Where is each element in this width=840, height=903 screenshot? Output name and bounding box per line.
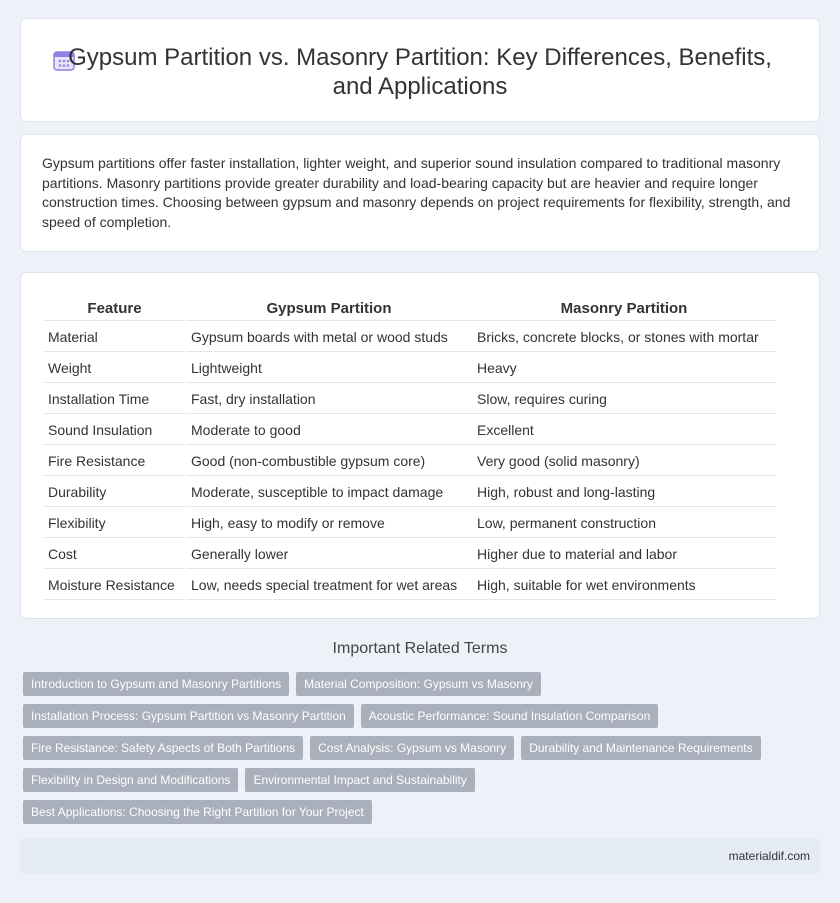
cell-feature: Material xyxy=(44,323,185,352)
related-term-link[interactable]: Acoustic Performance: Sound Insulation Comparison xyxy=(361,704,658,728)
comparison-table xyxy=(42,295,777,602)
cell-feature: Flexibility xyxy=(44,509,185,538)
related-term-link[interactable]: Material Composition: Gypsum vs Masonry xyxy=(296,672,541,696)
related-term-link[interactable]: Durability and Maintenance Requirements xyxy=(521,736,760,760)
cell-feature: Durability xyxy=(44,478,185,507)
cell-gypsum: Good (non-combustible gypsum core) xyxy=(187,447,471,476)
footer xyxy=(20,839,820,873)
cell-feature: Installation Time xyxy=(44,385,185,414)
cell-masonry: Low, permanent construction xyxy=(473,509,775,538)
table-row xyxy=(44,354,775,383)
related-term-link[interactable]: Environmental Impact and Sustainability xyxy=(245,768,474,792)
cell-feature: Sound Insulation xyxy=(44,416,185,445)
tag-row xyxy=(23,736,813,760)
tag-row xyxy=(23,672,813,696)
cell-gypsum: Fast, dry installation xyxy=(187,385,471,414)
cell-masonry: Slow, requires curing xyxy=(473,385,775,414)
cell-gypsum: Low, needs special treatment for wet areas xyxy=(187,571,471,600)
cell-masonry: Heavy xyxy=(473,354,775,383)
cell-gypsum: Generally lower xyxy=(187,540,471,569)
cell-gypsum: High, easy to modify or remove xyxy=(187,509,471,538)
cell-masonry: Bricks, concrete blocks, or stones with mortar xyxy=(473,323,775,352)
intro-card xyxy=(20,134,820,252)
related-term-link[interactable]: Installation Process: Gypsum Partition vs Masonry Partition xyxy=(23,704,354,728)
intro-paragraph: Gypsum partitions offer faster installation, lighter weight, and superior sound insulation compared to traditional masonry partitions. Masonry partitions provide greater durability and load-bearing capacity but are heavier and require longer construction times. Choosing between gypsum and masonry depends on project requirements for flexibility, strength, and speed of completion. xyxy=(42,155,791,230)
title-card xyxy=(20,18,820,122)
cell-masonry: Excellent xyxy=(473,416,775,445)
cell-masonry: Very good (solid masonry) xyxy=(473,447,775,476)
header-gypsum: Gypsum Partition xyxy=(187,297,471,321)
cell-gypsum: Gypsum boards with metal or wood studs xyxy=(187,323,471,352)
related-term-link[interactable]: Best Applications: Choosing the Right Partition for Your Project xyxy=(23,800,372,824)
table-header-row xyxy=(44,297,775,321)
table-row xyxy=(44,447,775,476)
tag-row xyxy=(23,768,813,792)
header-masonry: Masonry Partition xyxy=(473,297,775,321)
related-term-link[interactable]: Introduction to Gypsum and Masonry Partitions xyxy=(23,672,289,696)
cell-gypsum: Lightweight xyxy=(187,354,471,383)
cell-feature: Fire Resistance xyxy=(44,447,185,476)
table-row xyxy=(44,323,775,352)
table-row xyxy=(44,509,775,538)
cell-masonry: High, suitable for wet environments xyxy=(473,571,775,600)
table-row xyxy=(44,416,775,445)
related-terms-heading: Important Related Terms xyxy=(332,640,508,657)
cell-feature: Cost xyxy=(44,540,185,569)
tag-row xyxy=(23,800,813,824)
cell-gypsum: Moderate, susceptible to impact damage xyxy=(187,478,471,507)
comparison-card xyxy=(20,272,820,619)
tag-row xyxy=(23,704,813,728)
page-title: Gypsum Partition vs. Masonry Partition: Key Differences, Benefits, and Applications xyxy=(68,44,772,100)
header-feature: Feature xyxy=(44,297,185,321)
table-row xyxy=(44,571,775,600)
cell-feature: Moisture Resistance xyxy=(44,571,185,600)
related-term-link[interactable]: Flexibility in Design and Modifications xyxy=(23,768,238,792)
table-row xyxy=(44,540,775,569)
table-row xyxy=(44,478,775,507)
footer-site-link[interactable]: materialdif.com xyxy=(728,849,810,863)
cell-masonry: High, robust and long-lasting xyxy=(473,478,775,507)
table-row xyxy=(44,385,775,414)
related-terms-list xyxy=(23,672,813,832)
related-term-link[interactable]: Fire Resistance: Safety Aspects of Both Partitions xyxy=(23,736,303,760)
cell-gypsum: Moderate to good xyxy=(187,416,471,445)
cell-masonry: Higher due to material and labor xyxy=(473,540,775,569)
related-term-link[interactable]: Cost Analysis: Gypsum vs Masonry xyxy=(310,736,514,760)
cell-feature: Weight xyxy=(44,354,185,383)
